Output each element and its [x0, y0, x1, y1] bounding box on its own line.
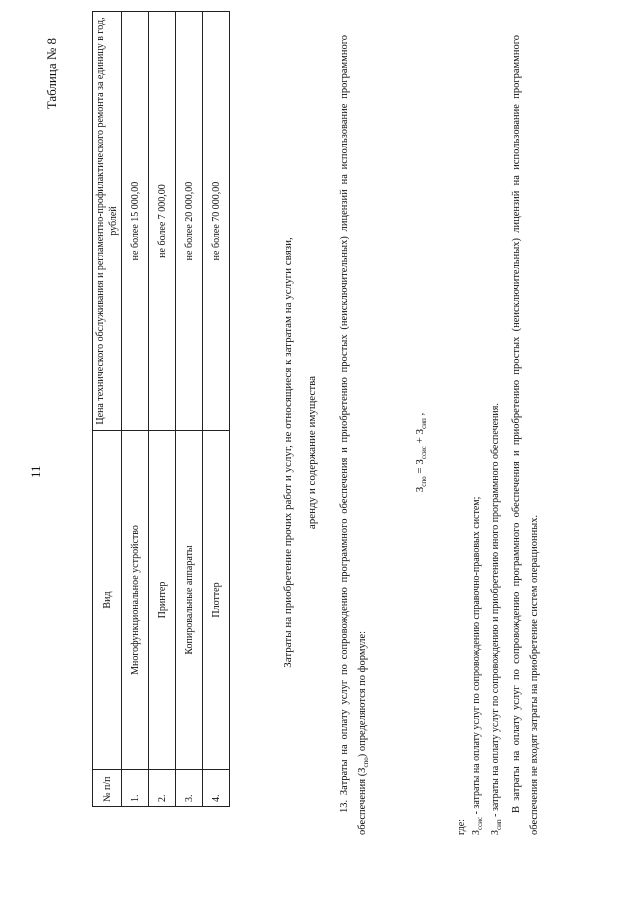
- formula-subscript: сип: [420, 418, 429, 429]
- definitions: [454, 35, 507, 835]
- paragraph-text: ) определяются по формуле:: [357, 630, 368, 758]
- formula-comma: ,: [414, 412, 426, 419]
- price-table: [92, 11, 230, 807]
- def-subscript: сип: [495, 819, 503, 830]
- row-price: не более 20 000,00: [176, 12, 203, 431]
- col-header-number: № п/п: [93, 770, 122, 807]
- formula: [414, 0, 428, 905]
- formula-subscript: спо: [420, 476, 429, 487]
- row-number: 4.: [203, 770, 230, 807]
- paragraph-13: [336, 35, 375, 835]
- symbol-subscript: спо: [362, 757, 371, 768]
- symbol-z: З: [357, 767, 368, 773]
- def-symbol: З: [471, 829, 482, 835]
- table-row: [203, 12, 230, 807]
- paragraph-text: 13. Затраты на оплату услуг по сопровождению программного обеспечения и приобретению простых (неисключительных) лицензий на использование программного обеспечения (: [339, 35, 368, 835]
- formula-term: З: [414, 459, 426, 465]
- closing-paragraph: В затраты на оплату услуг по сопровождению программного обеспечения и приобретению простых (неисключительных) лицензий на использование программного обеспечения не входят затраты на приобретение систем операционных.: [511, 35, 540, 835]
- row-kind: Многофункциональное устройство: [122, 431, 149, 770]
- formula-subscript: ссис: [420, 446, 429, 460]
- table-row: [176, 12, 203, 807]
- def-text: - затраты на оплату услуг по сопровождению и приобретению иного программного обеспечения.: [490, 403, 501, 820]
- formula-equals: =: [414, 464, 426, 477]
- col-header-kind: Вид: [93, 431, 122, 770]
- table-row: [149, 12, 176, 807]
- row-kind: Копировальные аппараты: [176, 431, 203, 770]
- section-heading-line: аренду и содержание имущества: [306, 375, 318, 530]
- table-header-row: [93, 12, 122, 807]
- formula-term: З: [414, 428, 426, 435]
- formula-lhs: З: [414, 486, 426, 493]
- page-number: 11: [28, 465, 43, 478]
- table-label: Таблица № 8: [44, 38, 59, 110]
- row-number: 3.: [176, 770, 203, 807]
- row-number: 2.: [149, 770, 176, 807]
- definition-line: [488, 35, 507, 835]
- def-symbol: З: [490, 829, 501, 835]
- row-price: не более 70 000,00: [203, 12, 230, 431]
- def-subscript: ссис: [476, 816, 484, 830]
- row-price: не более 15 000,00: [122, 12, 149, 431]
- row-kind: Принтер: [149, 431, 176, 770]
- row-number: 1.: [122, 770, 149, 807]
- definition-line: [469, 35, 488, 835]
- formula-plus: +: [414, 434, 426, 447]
- table-row: [122, 12, 149, 807]
- def-text: - затраты на оплату услуг по сопровождению справочно-правовых систем;: [471, 496, 482, 817]
- section-heading: [276, 0, 324, 905]
- row-price: не более 7 000,00: [149, 12, 176, 431]
- col-header-price: Цена технического обслуживания и регламентно-профилактического ремонта за единицу в год, рублей: [93, 12, 122, 431]
- row-kind: Плоттер: [203, 431, 230, 770]
- where-label: где:: [456, 819, 467, 835]
- section-heading-line: Затраты на приобретение прочих работ и услуг, не относящиеся к затратам на услуги связи,: [282, 237, 294, 668]
